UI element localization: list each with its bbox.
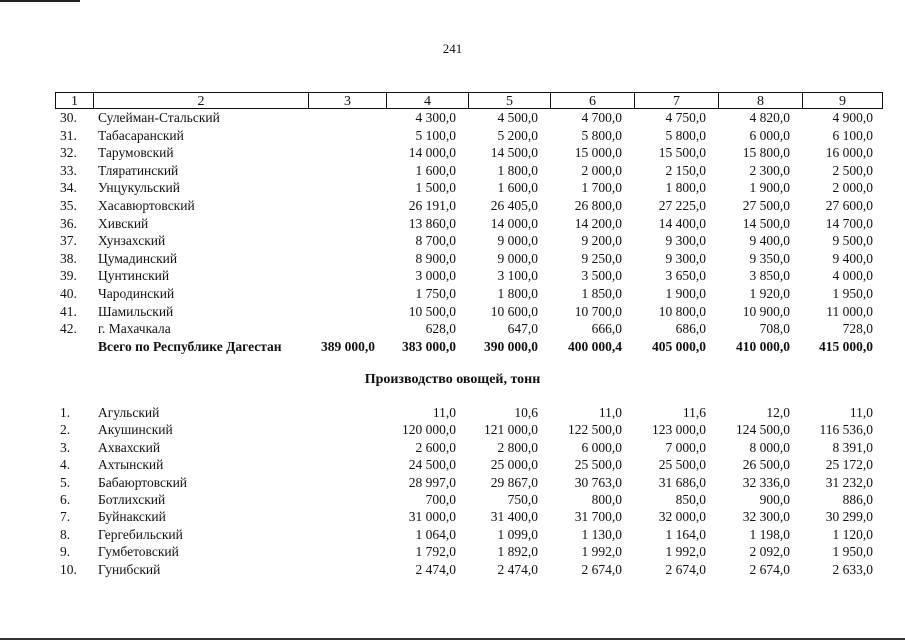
value-col-7: 1 800,0 (665, 180, 706, 196)
total-row (0, 338, 905, 356)
header-cell-5: 5 (468, 92, 550, 109)
header-cell-8: 8 (718, 92, 802, 109)
value-col-8: 3 850,0 (749, 268, 790, 284)
table-row (0, 250, 905, 268)
table-row (0, 232, 905, 250)
total-col-4: 383 000,0 (402, 339, 456, 354)
value-col-4: 1 750,0 (415, 286, 456, 301)
value-col-7: 850,0 (675, 492, 706, 507)
value-col-8: 12,0 (766, 405, 790, 420)
value-col-7: 1 992,0 (665, 544, 706, 560)
value-col-6: 6 000,0 (581, 439, 622, 455)
row-number: 4. (60, 457, 71, 473)
value-col-8: 124 500,0 (736, 422, 790, 438)
value-col-8: 2 674,0 (749, 561, 790, 577)
value-col-7: 32 000,0 (658, 509, 706, 525)
value-col-8: 9 400,0 (749, 233, 790, 249)
value-col-4: 11,0 (432, 405, 456, 420)
value-col-8: 1 920,0 (749, 286, 790, 301)
value-col-8: 27 500,0 (742, 198, 790, 213)
row-number: 34. (60, 180, 77, 196)
value-col-8: 708,0 (759, 321, 790, 337)
row-number: 30. (60, 110, 77, 125)
value-col-6: 3 500,0 (581, 268, 622, 284)
district-name: Ботлихский (98, 492, 166, 507)
table-row (0, 404, 905, 422)
value-col-8: 900,0 (759, 492, 790, 507)
value-col-7: 9 300,0 (665, 233, 706, 249)
table-row (0, 285, 905, 303)
value-col-6: 4 700,0 (581, 110, 622, 125)
value-col-8: 9 350,0 (749, 250, 790, 266)
value-col-6: 9 250,0 (581, 250, 622, 266)
district-name: Ахвахский (98, 439, 161, 455)
value-col-9: 2 633,0 (832, 561, 873, 577)
district-name: Бабаюртовский (98, 474, 188, 490)
value-col-8: 15 800,0 (742, 145, 790, 161)
value-col-9: 116 536,0 (819, 422, 873, 438)
row-number: 9. (60, 544, 71, 560)
value-col-9: 14 700,0 (825, 215, 873, 231)
value-col-6: 14 200,0 (574, 215, 622, 231)
value-col-5: 2 474,0 (497, 561, 538, 577)
district-name: Гумбетовский (98, 544, 179, 560)
table-row (0, 144, 905, 162)
value-col-6: 1 850,0 (581, 286, 622, 301)
table-row (0, 320, 905, 338)
value-col-9: 9 500,0 (832, 233, 873, 249)
district-name: Унцукульский (98, 180, 180, 196)
value-col-8: 32 336,0 (742, 474, 790, 490)
value-col-5: 1 099,0 (497, 526, 538, 542)
value-col-7: 7 000,0 (665, 439, 706, 455)
row-number: 32. (60, 145, 77, 161)
value-col-5: 647,0 (507, 321, 538, 337)
value-col-9: 30 299,0 (825, 509, 873, 525)
value-col-9: 16 000,0 (825, 145, 873, 161)
value-col-4: 700,0 (425, 492, 456, 507)
value-col-8: 10 900,0 (742, 303, 790, 319)
value-col-5: 4 500,0 (497, 110, 538, 125)
value-col-5: 9 000,0 (497, 250, 538, 266)
value-col-7: 27 225,0 (658, 198, 706, 213)
table-row (0, 491, 905, 509)
header-cell-1: 1 (55, 92, 93, 109)
row-number: 42. (60, 321, 77, 337)
value-col-6: 5 800,0 (581, 127, 622, 143)
value-col-4: 1 600,0 (415, 162, 456, 178)
row-number: 10. (60, 561, 77, 577)
value-col-5: 2 800,0 (497, 439, 538, 455)
value-col-8: 4 820,0 (749, 110, 790, 125)
value-col-4: 5 100,0 (415, 127, 456, 143)
value-col-4: 2 474,0 (415, 561, 456, 577)
value-col-9: 27 600,0 (825, 198, 873, 213)
value-col-5: 31 400,0 (490, 509, 538, 525)
row-number: 38. (60, 250, 77, 266)
value-col-4: 3 000,0 (415, 268, 456, 284)
value-col-8: 14 500,0 (742, 215, 790, 231)
value-col-5: 750,0 (507, 492, 538, 507)
row-number: 33. (60, 162, 77, 178)
table-row (0, 109, 905, 127)
value-col-7: 1 900,0 (665, 286, 706, 301)
district-name: Гунибский (98, 561, 161, 577)
value-col-5: 14 000,0 (490, 215, 538, 231)
value-col-4: 2 600,0 (415, 439, 456, 455)
table-row (0, 439, 905, 457)
table-row (0, 456, 905, 474)
value-col-4: 8 900,0 (415, 250, 456, 266)
value-col-9: 886,0 (842, 492, 873, 507)
district-name: Табасаранский (98, 127, 184, 143)
value-col-8: 32 300,0 (742, 509, 790, 525)
value-col-9: 1 950,0 (832, 544, 873, 560)
value-col-7: 2 150,0 (665, 162, 706, 178)
district-name: Хасавюртовский (98, 198, 195, 213)
value-col-6: 10 700,0 (574, 303, 622, 319)
value-col-5: 1 800,0 (497, 286, 538, 301)
value-col-6: 11,0 (598, 405, 622, 420)
value-col-7: 10 800,0 (658, 303, 706, 319)
table-row (0, 508, 905, 526)
header-cell-3: 3 (308, 92, 386, 109)
value-col-7: 9 300,0 (665, 250, 706, 266)
value-col-6: 9 200,0 (581, 233, 622, 249)
value-col-4: 31 000,0 (408, 509, 456, 525)
row-number: 1. (60, 405, 71, 420)
value-col-6: 2 000,0 (581, 162, 622, 178)
district-name: г. Махачкала (98, 321, 171, 337)
value-col-4: 120 000,0 (402, 422, 456, 438)
value-col-9: 2 000,0 (832, 180, 873, 196)
header-cell-9: 9 (802, 92, 883, 109)
table-row (0, 197, 905, 215)
value-col-9: 4 000,0 (832, 268, 873, 284)
value-col-7: 11,6 (682, 405, 706, 420)
row-number: 5. (60, 474, 71, 490)
value-col-8: 2 092,0 (749, 544, 790, 560)
table-row (0, 303, 905, 321)
value-col-7: 4 750,0 (665, 110, 706, 125)
value-col-9: 25 172,0 (825, 457, 873, 473)
value-col-5: 1 800,0 (497, 162, 538, 178)
district-name: Буйнакский (98, 509, 166, 525)
table-row (0, 215, 905, 233)
value-col-7: 15 500,0 (658, 145, 706, 161)
header-cell-6: 6 (550, 92, 634, 109)
value-col-5: 3 100,0 (497, 268, 538, 284)
value-col-5: 26 405,0 (490, 198, 538, 213)
total-label: Всего по Республике Дагестан (98, 339, 282, 354)
value-col-6: 25 500,0 (574, 457, 622, 473)
value-col-7: 2 674,0 (665, 561, 706, 577)
value-col-8: 2 300,0 (749, 162, 790, 178)
table-row (0, 526, 905, 544)
value-col-7: 31 686,0 (658, 474, 706, 490)
row-number: 37. (60, 233, 77, 249)
district-name: Агульский (98, 405, 160, 420)
value-col-5: 14 500,0 (490, 145, 538, 161)
value-col-6: 26 800,0 (574, 198, 622, 213)
row-number: 3. (60, 439, 71, 455)
header-cell-4: 4 (386, 92, 468, 109)
table-row (0, 162, 905, 180)
value-col-4: 26 191,0 (408, 198, 456, 213)
table-row (0, 179, 905, 197)
value-col-4: 1 064,0 (415, 526, 456, 542)
row-number: 41. (60, 303, 77, 319)
value-col-6: 15 000,0 (574, 145, 622, 161)
value-col-5: 10,6 (514, 405, 538, 420)
row-number: 36. (60, 215, 77, 231)
value-col-7: 1 164,0 (665, 526, 706, 542)
total-col-9: 415 000,0 (819, 339, 873, 354)
table-row (0, 474, 905, 492)
value-col-4: 28 997,0 (408, 474, 456, 490)
table-row (0, 267, 905, 285)
total-col-6: 400 000,4 (568, 339, 622, 354)
district-name: Цумадинский (98, 250, 178, 266)
value-col-5: 25 000,0 (490, 457, 538, 473)
value-col-9: 31 232,0 (825, 474, 873, 490)
district-name: Гергебильский (98, 526, 183, 542)
header-cell-2: 2 (93, 92, 308, 109)
row-number: 31. (60, 127, 77, 143)
row-number: 40. (60, 286, 77, 301)
value-col-9: 11 000,0 (826, 303, 873, 319)
value-col-6: 1 700,0 (581, 180, 622, 196)
district-name: Ахтынский (98, 457, 164, 473)
value-col-6: 31 700,0 (574, 509, 622, 525)
value-col-5: 9 000,0 (497, 233, 538, 249)
value-col-9: 4 900,0 (832, 110, 873, 125)
value-col-4: 628,0 (425, 321, 456, 337)
value-col-4: 1 500,0 (415, 180, 456, 196)
table-row (0, 127, 905, 145)
table-row (0, 543, 905, 561)
value-col-4: 8 700,0 (415, 233, 456, 249)
value-col-6: 1 130,0 (581, 526, 622, 542)
table-header-row (55, 92, 883, 110)
total-col-5: 390 000,0 (484, 339, 538, 354)
value-col-6: 1 992,0 (581, 544, 622, 560)
value-col-6: 30 763,0 (574, 474, 622, 490)
table-row (0, 421, 905, 439)
row-number: 39. (60, 268, 77, 284)
table-row (0, 561, 905, 579)
value-col-6: 666,0 (591, 321, 622, 337)
row-number: 6. (60, 492, 71, 507)
value-col-8: 1 900,0 (749, 180, 790, 196)
value-col-4: 10 500,0 (408, 303, 456, 319)
value-col-8: 6 000,0 (749, 127, 790, 143)
district-name: Шамильский (98, 303, 174, 319)
value-col-7: 686,0 (675, 321, 706, 337)
value-col-4: 4 300,0 (415, 110, 456, 125)
value-col-4: 14 000,0 (408, 145, 456, 161)
total-col-3: 389 000,0 (321, 339, 375, 354)
total-col-7: 405 000,0 (652, 339, 706, 354)
value-col-9: 11,0 (849, 405, 873, 420)
district-name: Цунтинский (98, 268, 170, 284)
value-col-5: 1 892,0 (497, 544, 538, 560)
district-name: Тарумовский (98, 145, 174, 161)
value-col-9: 6 100,0 (832, 127, 873, 143)
value-col-5: 121 000,0 (484, 422, 538, 438)
total-col-8: 410 000,0 (736, 339, 790, 354)
district-name: Хивский (98, 215, 149, 231)
district-name: Акушинский (98, 422, 173, 438)
value-col-9: 1 120,0 (832, 526, 873, 542)
value-col-7: 14 400,0 (658, 215, 706, 231)
page-number: 241 (442, 41, 463, 56)
district-name: Сулейман-Стальский (98, 110, 220, 125)
value-col-5: 10 600,0 (490, 303, 538, 319)
value-col-9: 8 391,0 (832, 439, 873, 455)
value-col-9: 2 500,0 (832, 162, 873, 178)
value-col-4: 13 860,0 (408, 215, 456, 231)
value-col-7: 25 500,0 (658, 457, 706, 473)
row-number: 7. (60, 509, 71, 525)
value-col-7: 3 650,0 (665, 268, 706, 284)
value-col-8: 8 000,0 (749, 439, 790, 455)
value-col-4: 1 792,0 (415, 544, 456, 560)
value-col-9: 1 950,0 (832, 286, 873, 301)
value-col-7: 5 800,0 (665, 127, 706, 143)
row-number: 8. (60, 526, 71, 542)
value-col-9: 728,0 (842, 321, 873, 337)
value-col-6: 2 674,0 (581, 561, 622, 577)
page-edge-top (0, 0, 80, 2)
value-col-6: 800,0 (591, 492, 622, 507)
row-number: 35. (60, 198, 77, 213)
value-col-4: 24 500,0 (408, 457, 456, 473)
value-col-8: 26 500,0 (742, 457, 790, 473)
section-title: Производство овощей, тонн (364, 372, 541, 387)
district-name: Тляратинский (98, 162, 179, 178)
value-col-8: 1 198,0 (749, 526, 790, 542)
row-number: 2. (60, 422, 71, 438)
value-col-5: 1 600,0 (497, 180, 538, 196)
header-cell-7: 7 (634, 92, 718, 109)
district-name: Чародинский (98, 286, 175, 301)
value-col-6: 122 500,0 (568, 422, 622, 438)
value-col-7: 123 000,0 (652, 422, 706, 438)
value-col-5: 29 867,0 (490, 474, 538, 490)
district-name: Хунзахский (98, 233, 166, 249)
value-col-5: 5 200,0 (497, 127, 538, 143)
value-col-9: 9 400,0 (832, 250, 873, 266)
